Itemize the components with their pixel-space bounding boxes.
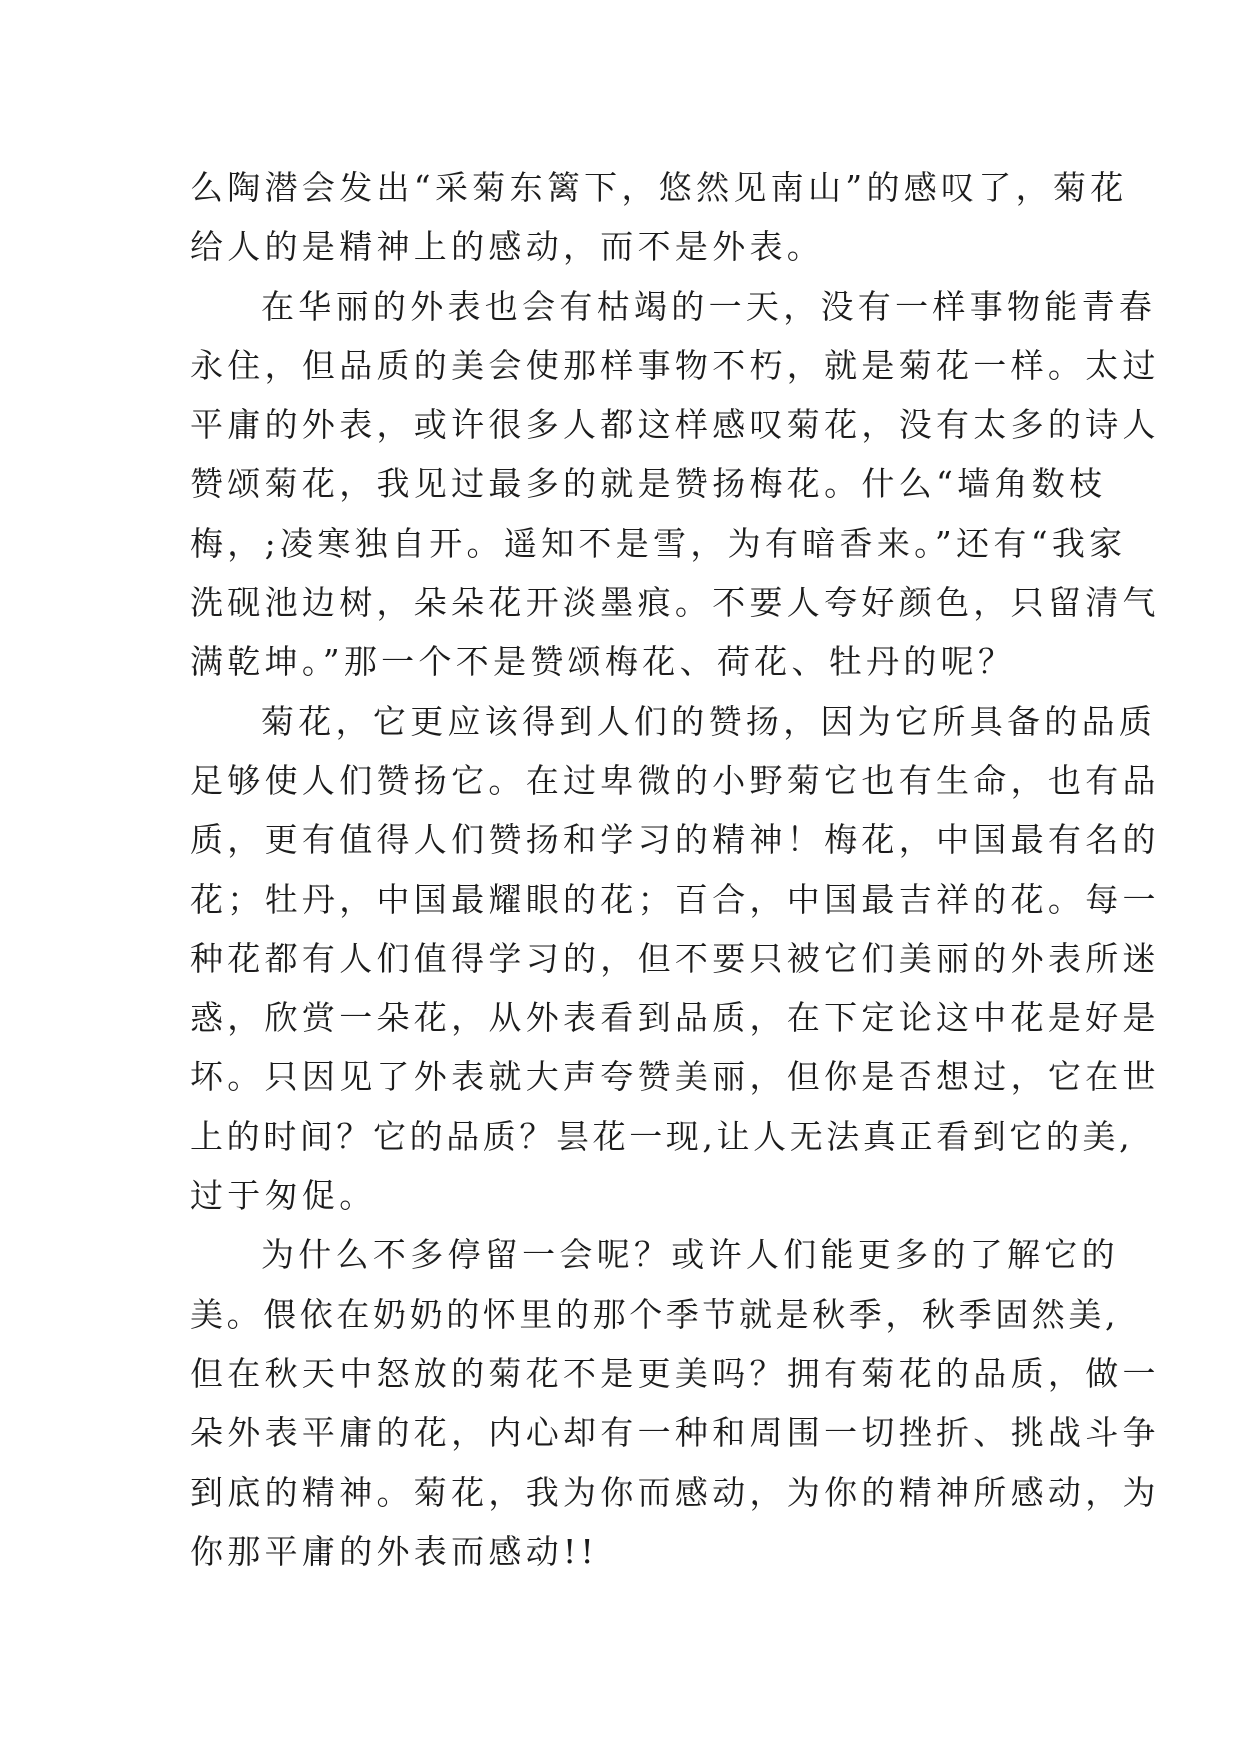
text-line: 梅，;凌寒独自开。遥知不是雪，为有暗香来。”还有“我家 [190, 523, 1127, 563]
text-line: 美。偎依在奶奶的怀里的那个季节就是秋季，秋季固然美, [190, 1294, 1120, 1334]
text-line: 坏。只因见了外表就大声夸赞美丽，但你是否想过，它在世 [190, 1057, 1160, 1097]
text-line: 朵外表平庸的花，内心却有一种和周围一切挫折、挑战斗争 [190, 1413, 1160, 1453]
document-body [190, 158, 1160, 1581]
text-line: 满乾坤。”那一个不是赞颂梅花、荷花、牡丹的呢？ [190, 642, 1016, 682]
text-line: 平庸的外表，或许很多人都这样感叹菊花，没有太多的诗人 [190, 405, 1160, 445]
text-line: 么陶潜会发出“采菊东篱下，悠然见南山”的感叹了，菊花 [190, 168, 1128, 207]
text-line: 给人的是精神上的感动，而不是外表。 [190, 227, 825, 267]
text-line: 过于匆促。 [190, 1176, 377, 1216]
text-line: 但在秋天中怒放的菊花不是更美吗？拥有菊花的品质，做一 [190, 1353, 1160, 1393]
text-line: 赞颂菊花，我见过最多的就是赞扬梅花。什么“墙角数枝 [190, 464, 1107, 504]
text-line: 永住，但品质的美会使那样事物不朽，就是菊花一样。太过 [190, 345, 1160, 385]
text-line: 为什么不多停留一会呢？或许人们能更多的了解它的 [261, 1235, 1119, 1275]
text-line: 上的时间？它的品质？昙花一现,让人无法真正看到它的美, [190, 1116, 1134, 1156]
text-line: 惑，欣赏一朵花，从外表看到品质，在下定论这中花是好是 [190, 998, 1160, 1038]
paragraph-2 [190, 277, 1160, 692]
text-line: 种花都有人们值得学习的，但不要只被它们美丽的外表所迷 [190, 938, 1160, 978]
text-line: 足够使人们赞扬它。在过卑微的小野菊它也有生命，也有品 [190, 760, 1160, 800]
paragraph-4 [190, 1225, 1160, 1581]
text-line: 到底的精神。菊花，我为你而感动，为你的精神所感动，为 [190, 1472, 1160, 1512]
text-line: 在华丽的外表也会有枯竭的一天，没有一样事物能青春 [261, 286, 1157, 326]
text-line: 质，更有值得人们赞扬和学习的精神！梅花，中国最有名的 [190, 820, 1160, 860]
paragraph-3 [190, 692, 1160, 1226]
text-line: 菊花，它更应该得到人们的赞扬，因为它所具备的品质 [261, 701, 1157, 741]
paragraph-1 [190, 158, 1128, 277]
text-line: 你那平庸的外表而感动!! [190, 1531, 599, 1571]
text-line: 花；牡丹，中国最耀眼的花；百合，中国最吉祥的花。每一 [190, 879, 1160, 919]
text-line: 洗砚池边树，朵朵花开淡墨痕。不要人夸好颜色，只留清气 [190, 583, 1160, 623]
